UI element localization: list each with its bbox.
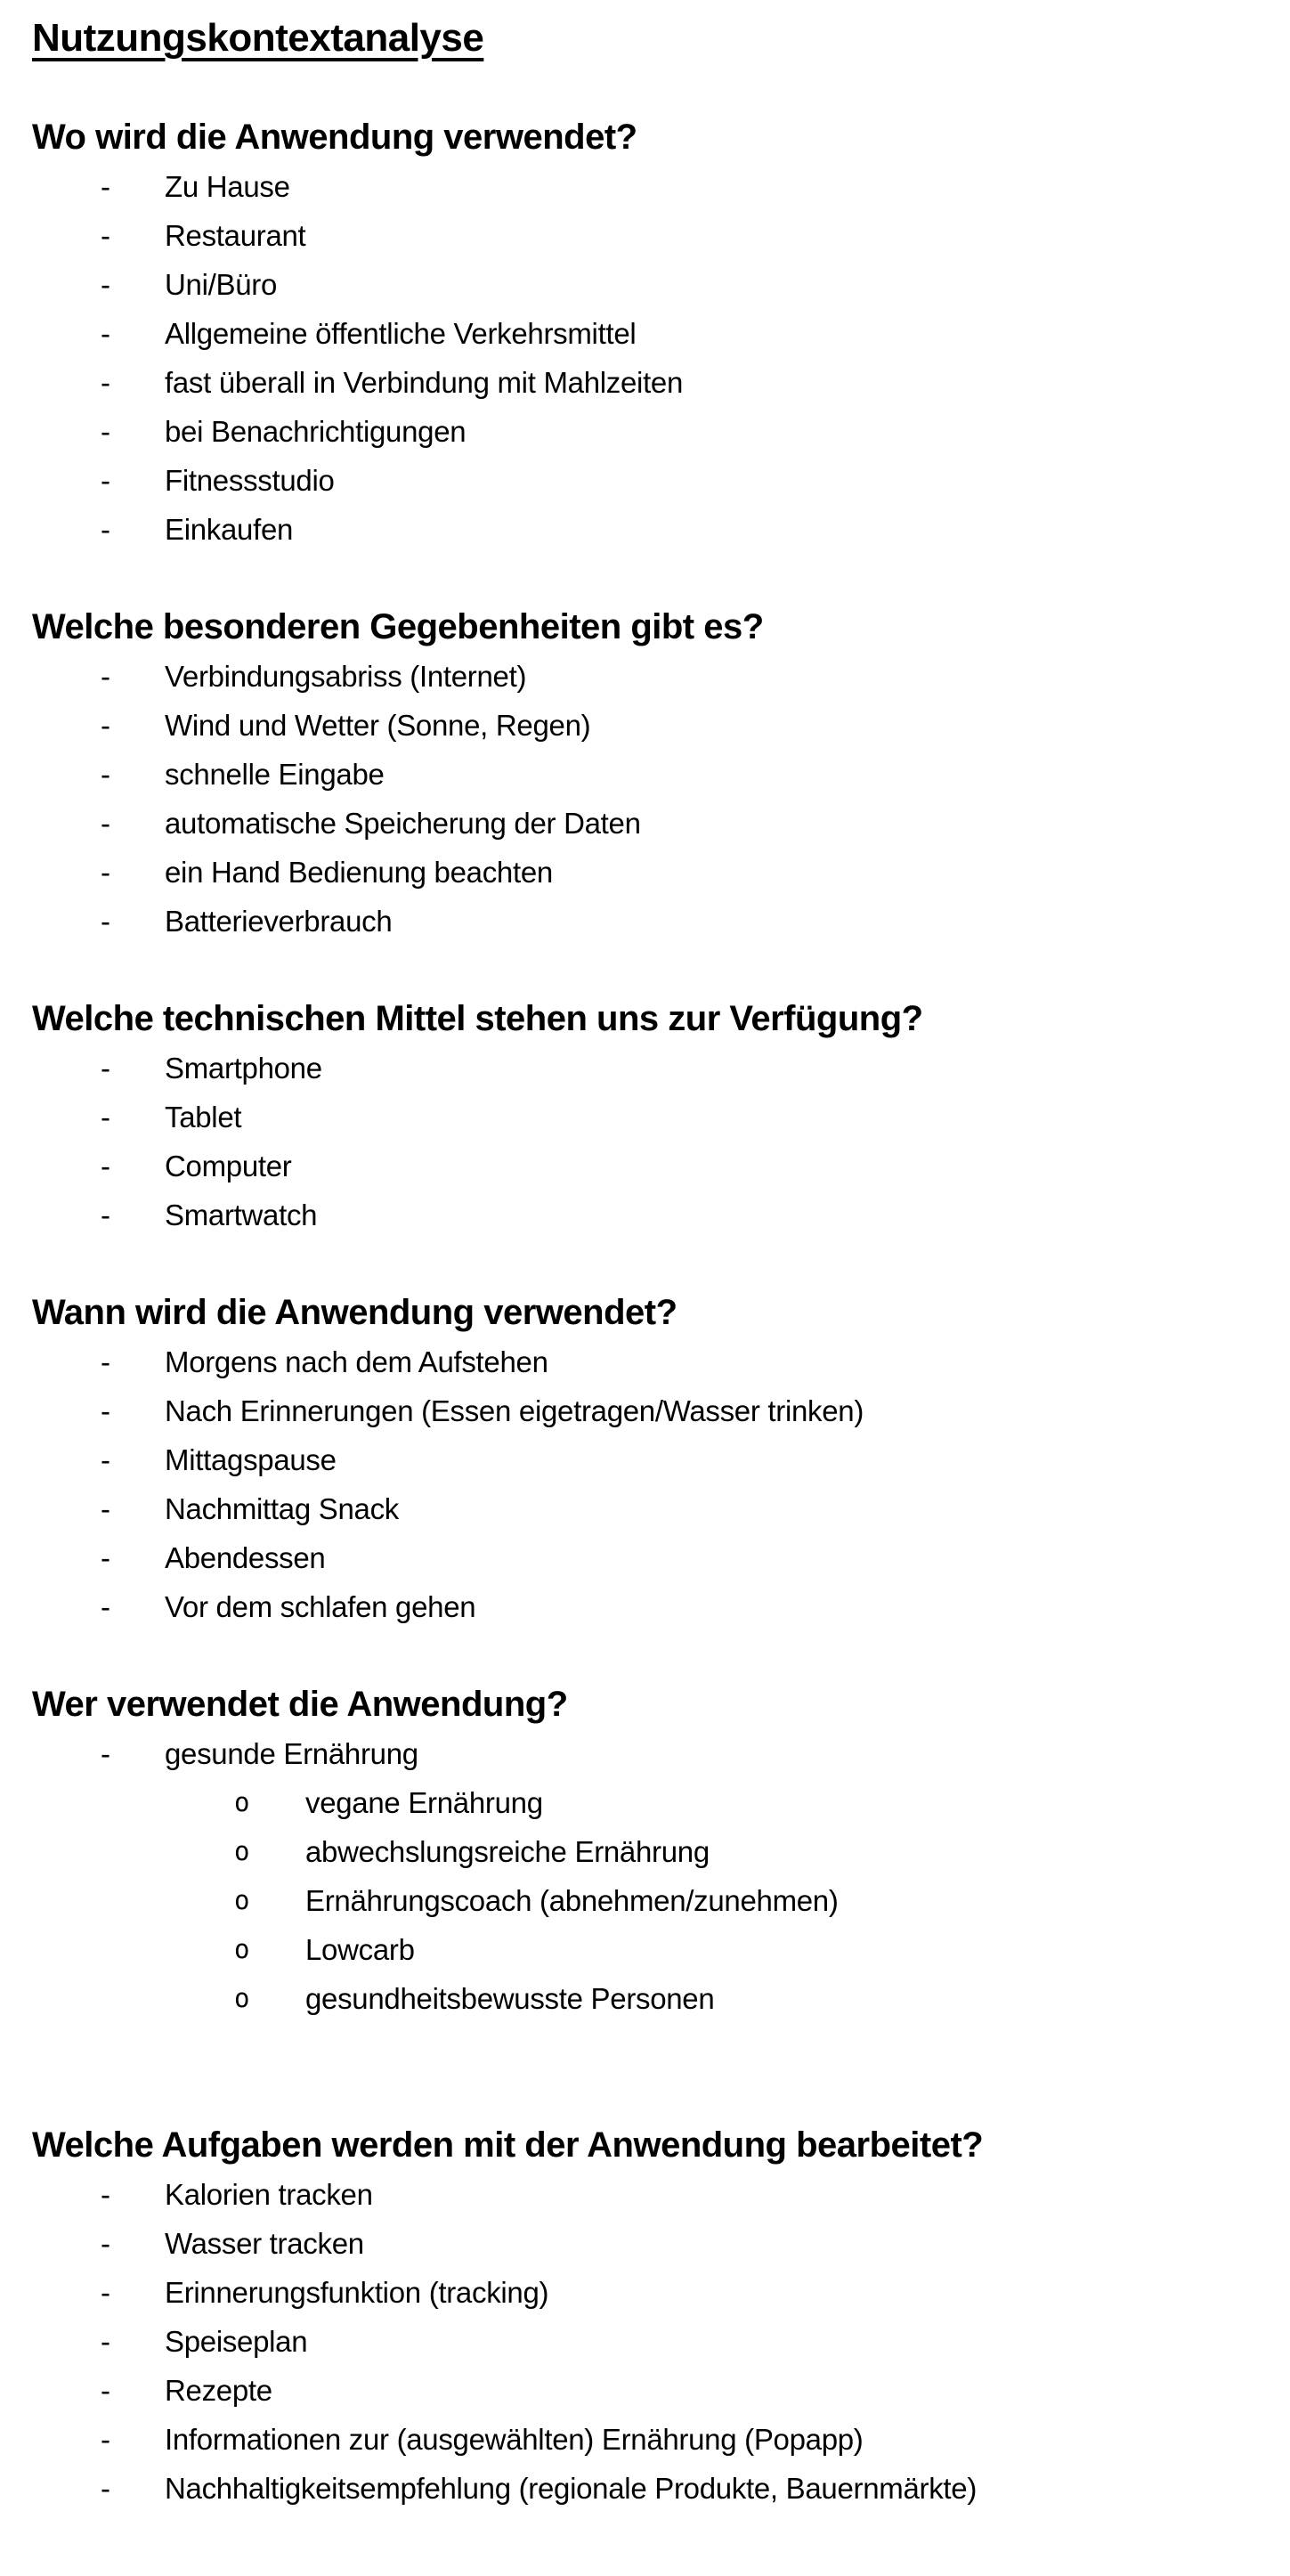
list-item (101, 701, 1290, 750)
dash-bullet: - (101, 2472, 110, 2505)
list-item-text: Zu Hause (165, 170, 290, 203)
list-item-text: schnelle Eingabe (165, 758, 385, 791)
list-item-text: Uni/Büro (165, 268, 277, 301)
list-item-text: Nachhaltigkeitsempfehlung (regionale Produkte, Bauernmärkte) (165, 2472, 978, 2505)
list-item-text: Fitnessstudio (165, 464, 335, 497)
list-item-text: Nach Erinnerungen (Essen eigetragen/Wasser trinken) (165, 1394, 864, 1427)
list-item (101, 897, 1290, 946)
bullet-list (0, 1044, 1290, 1239)
dash-bullet: - (101, 170, 110, 203)
sub-list-item-text: Ernährungscoach (abnehmen/zunehmen) (305, 1884, 839, 1917)
dash-bullet: - (101, 268, 110, 301)
dash-bullet: - (101, 415, 110, 448)
sub-list-item (234, 1827, 1290, 1876)
list-item (101, 2464, 1290, 2513)
document-title: Nutzungskontextanalyse (32, 16, 484, 60)
circle-bullet: o (234, 1983, 250, 2013)
section-where-used (0, 113, 1290, 554)
sub-list-item-text: vegane Ernährung (305, 1786, 543, 1819)
section-heading: Welche Aufgaben werden mit der Anwendung bearbeitet? (32, 2125, 984, 2165)
list-item-text: Smartphone (165, 1052, 322, 1085)
dash-bullet: - (101, 2276, 110, 2309)
dash-bullet: - (101, 1443, 110, 1476)
list-item (101, 2219, 1290, 2268)
section-when-used (0, 1288, 1290, 1631)
list-item-text: Vor dem schlafen gehen (165, 1590, 476, 1623)
list-item-text: fast überall in Verbindung mit Mahlzeiten (165, 366, 684, 399)
list-item-text: Rezepte (165, 2374, 272, 2407)
section-heading: Wer verwendet die Anwendung? (32, 1685, 568, 1724)
list-item-text: Batterieverbrauch (165, 905, 393, 938)
dash-bullet: - (101, 660, 110, 693)
section-special-conditions (0, 603, 1290, 946)
sub-list-item (234, 1925, 1290, 1974)
dash-bullet: - (101, 1052, 110, 1085)
list-item (101, 1093, 1290, 1142)
list-item (101, 358, 1290, 407)
dash-bullet: - (101, 856, 110, 889)
list-item (101, 211, 1290, 260)
bullet-list (0, 652, 1290, 946)
list-item (101, 1435, 1290, 1484)
list-item (101, 2170, 1290, 2219)
dash-bullet: - (101, 513, 110, 546)
list-item-text: Morgens nach dem Aufstehen (165, 1345, 548, 1378)
dash-bullet: - (101, 1492, 110, 1525)
bullet-list (0, 1337, 1290, 1631)
list-item (101, 1044, 1290, 1093)
list-item-text: Smartwatch (165, 1199, 318, 1231)
section-heading: Wo wird die Anwendung verwendet? (32, 118, 637, 157)
circle-bullet: o (234, 1787, 250, 1817)
dash-bullet: - (101, 464, 110, 497)
sub-list-item (234, 1778, 1290, 1827)
dash-bullet: - (101, 807, 110, 840)
list-item (101, 1386, 1290, 1435)
list-item (101, 1142, 1290, 1190)
dash-bullet: - (101, 1150, 110, 1182)
list-item (101, 1337, 1290, 1386)
dash-bullet: - (101, 1101, 110, 1134)
list-item (101, 407, 1290, 456)
list-item-text: Mittagspause (165, 1443, 337, 1476)
dash-bullet: - (101, 2178, 110, 2211)
list-item (101, 1190, 1290, 1239)
dash-bullet: - (101, 1590, 110, 1623)
sub-bullet-list (0, 1778, 1290, 2023)
dash-bullet: - (101, 1737, 110, 1770)
list-item-text: Computer (165, 1150, 292, 1182)
list-item (101, 750, 1290, 799)
list-item-text: Allgemeine öffentliche Verkehrsmittel (165, 317, 637, 350)
list-item (101, 260, 1290, 309)
dash-bullet: - (101, 758, 110, 791)
list-item (101, 848, 1290, 897)
bullet-list (0, 2170, 1290, 2513)
dash-bullet: - (101, 366, 110, 399)
sub-list-item-text: Lowcarb (305, 1933, 415, 1966)
section-heading: Welche besonderen Gegebenheiten gibt es? (32, 607, 764, 646)
list-item-text: Abendessen (165, 1541, 326, 1574)
list-item-text: Wasser tracken (165, 2227, 364, 2260)
list-item-text: Speiseplan (165, 2325, 308, 2358)
dash-bullet: - (101, 219, 110, 252)
list-item-text: Erinnerungsfunktion (tracking) (165, 2276, 549, 2309)
dash-bullet: - (101, 2374, 110, 2407)
list-item (101, 2415, 1290, 2464)
dash-bullet: - (101, 317, 110, 350)
circle-bullet: o (234, 1836, 250, 1866)
dash-bullet: - (101, 2423, 110, 2456)
section-heading: Wann wird die Anwendung verwendet? (32, 1293, 677, 1332)
dash-bullet: - (101, 2325, 110, 2358)
list-item-text: Nachmittag Snack (165, 1492, 399, 1525)
list-item (101, 2366, 1290, 2415)
dash-bullet: - (101, 709, 110, 742)
bullet-list (0, 1729, 1290, 1778)
list-item (101, 1729, 1290, 1778)
dash-bullet: - (101, 1199, 110, 1231)
dash-bullet: - (101, 1345, 110, 1378)
dash-bullet: - (101, 1394, 110, 1427)
list-item-text: Einkaufen (165, 513, 294, 546)
dash-bullet: - (101, 905, 110, 938)
list-item-text: Informationen zur (ausgewählten) Ernährung (Popapp) (165, 2423, 864, 2456)
section-technical-means (0, 995, 1290, 1239)
list-item-text: Kalorien tracken (165, 2178, 373, 2211)
list-item (101, 1582, 1290, 1631)
dash-bullet: - (101, 2227, 110, 2260)
list-item (101, 1484, 1290, 1533)
sub-list-item (234, 1876, 1290, 1925)
list-item (101, 2268, 1290, 2317)
list-item (101, 652, 1290, 701)
sub-list-item-text: abwechslungsreiche Ernährung (305, 1835, 710, 1868)
list-item-text: ein Hand Bedienung beachten (165, 856, 553, 889)
circle-bullet: o (234, 1934, 250, 1964)
list-item-text: Verbindungsabriss (Internet) (165, 660, 527, 693)
section-tasks (0, 2121, 1290, 2513)
list-item (101, 309, 1290, 358)
list-item (101, 162, 1290, 211)
bullet-list (0, 162, 1290, 554)
section-who-uses (0, 1680, 1290, 2023)
list-item-text: Tablet (165, 1101, 242, 1134)
section-heading: Welche technischen Mittel stehen uns zur Verfügung? (32, 999, 923, 1038)
sub-list-item (234, 1974, 1290, 2023)
list-item (101, 456, 1290, 505)
list-item-text: gesunde Ernährung (165, 1737, 418, 1770)
list-item-text: Wind und Wetter (Sonne, Regen) (165, 709, 591, 742)
document-page (0, 12, 1290, 2576)
sub-list-item-text: gesundheitsbewusste Personen (305, 1982, 715, 2015)
list-item-text: Restaurant (165, 219, 306, 252)
list-item-text: automatische Speicherung der Daten (165, 807, 641, 840)
list-item (101, 505, 1290, 554)
dash-bullet: - (101, 1541, 110, 1574)
list-item (101, 799, 1290, 848)
list-item (101, 1533, 1290, 1582)
list-item (101, 2317, 1290, 2366)
list-item-text: bei Benachrichtigungen (165, 415, 467, 448)
circle-bullet: o (234, 1885, 250, 1915)
